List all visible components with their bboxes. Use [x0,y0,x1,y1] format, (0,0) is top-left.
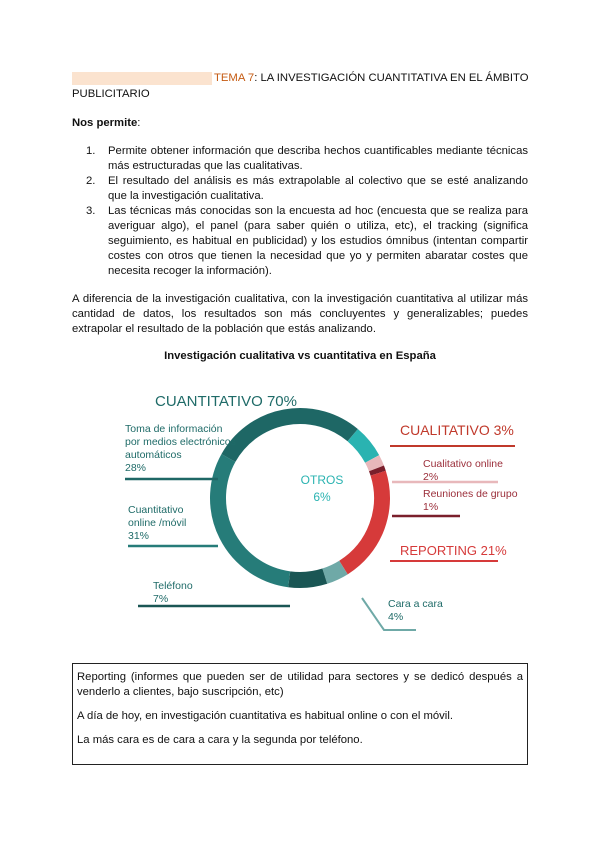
donut-slice [218,458,289,579]
list-item-text: El resultado del análisis es más extrapolable al colectivo que se esté analizando que la investigación cualitativa. [108,175,528,202]
donut-slice [372,459,376,468]
numbered-list [86,144,528,279]
section-heading [72,117,140,130]
slice-label: Cuantitativo [128,504,184,516]
slice-value: 1% [423,501,439,513]
note-line: A día de hoy, en investigación cuantitativa es habitual online o con el móvil. [77,710,453,722]
slice-value: 28% [125,462,147,474]
title-text: : LA INVESTIGACIÓN CUANTITATIVA EN EL ÁMBITO [254,72,529,84]
list-item-number: 3. [86,205,96,217]
tema-label: TEMA 7 [214,72,255,84]
group-label-reporting: REPORTING 21% [400,543,507,558]
slice-label: Toma de información [125,423,223,435]
center-label-otros: OTROS [300,473,344,487]
list-item-text: Las técnicas más conocidas son la encuesta ad hoc (encuesta que se realiza para averiguar algo), el panel (para saber quién o utiliza, etc), el tracking (significa seguimiento, es habitual en publicidad) y los estudios ómnibus (intentan compartir costes con otros que tienen la necesidad que yo y permiten abaratar costes que necesita recoger la información). [108,205,528,277]
donut-chart [100,380,520,640]
slice-label: Teléfono [153,580,193,592]
donut-slice [353,435,372,459]
donut-slice [289,576,325,580]
list-item [86,204,528,279]
donut-slice [376,468,378,473]
slice-label: Reuniones de grupo [423,488,518,500]
donut-slice [325,568,344,577]
page-title [214,72,529,85]
slice-value: 31% [128,530,150,542]
section-heading-colon: : [137,117,141,129]
page-title-continuation: PUBLICITARIO [72,88,150,100]
group-label-cualitativo: CUALITATIVO 3% [400,422,514,438]
center-value-otros: 6% [313,490,331,504]
list-item-number: 1. [86,145,96,157]
donut-slice [343,473,382,567]
slice-value: 4% [388,611,404,623]
slice-label: automáticos [125,449,182,461]
slice-label: Cara a cara [388,598,443,610]
slice-label: online /móvil [128,517,187,529]
group-label-cuantitativo: CUANTITATIVO 70% [155,393,297,410]
chart-title: Investigación cualitativa vs cuantitativa en España [164,350,436,362]
donut-slice [228,416,352,458]
body-paragraph: A diferencia de la investigación cualitativa, con la investigación cuantitativa al utilizar más cantidad de datos, los resultados son más concluyentes y generalizables; puedes extrapolar el resultado de la población que estás analizando. [72,293,528,335]
list-item-number: 2. [86,175,96,187]
slice-label: Cualitativo online [423,458,503,470]
section-heading-text: Nos permite [72,117,138,129]
list-item [86,174,528,204]
slice-label: por medios electrónicos [125,436,236,448]
slice-value: 2% [423,471,439,483]
slice-value: 7% [153,593,169,605]
list-item [86,144,528,174]
note-line: La más cara es de cara a cara y la segunda por teléfono. [77,734,363,746]
list-item-text: Permite obtener información que describa hechos cuantificables mediante técnicas más estructuradas que las cualitativas. [108,145,528,172]
note-line: Reporting (informes que pueden ser de utilidad para sectores y se dedicó después a venderlo a clientes, bajo suscripción, etc) [77,671,523,698]
note-box [72,663,528,765]
